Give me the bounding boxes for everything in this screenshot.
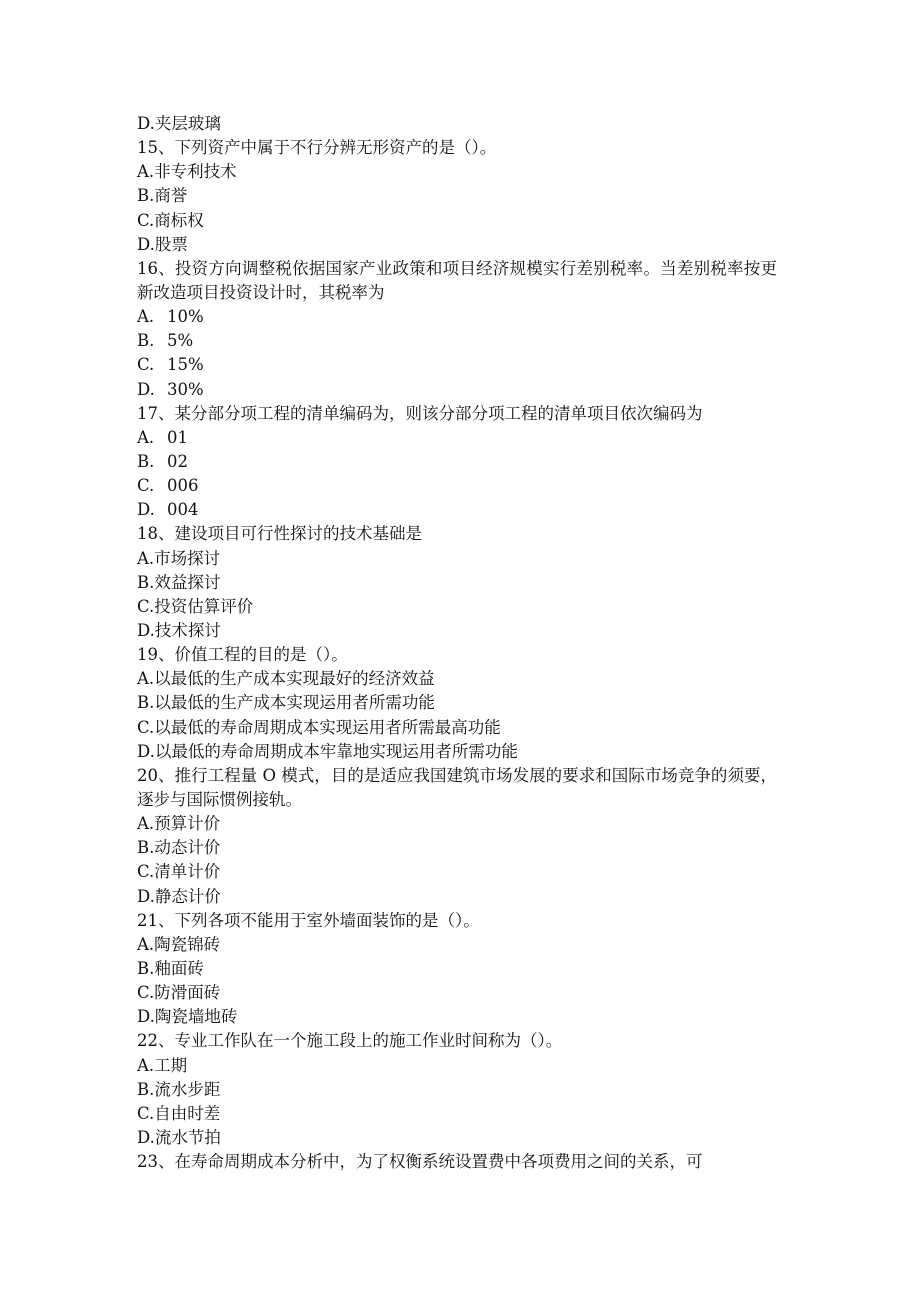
option-letter: D. (137, 500, 155, 520)
question-20: 20、推行工程量 O 模式，目的是适应我国建筑市场发展的要求和国际市场竞争的须要，逐步与国际惯例接轨。 (137, 765, 777, 809)
option-b: B.以最低的生产成本实现运用者所需功能 (137, 693, 435, 713)
question-15: 15、下列资产中属于不行分辨无形资产的是（）。 (137, 138, 497, 158)
option-b: B.流水步距 (137, 1079, 221, 1099)
option-d: D.技术探讨 (137, 620, 221, 640)
option-letter: B. (137, 452, 155, 471)
question-19: 19、价值工程的目的是（）。 (137, 645, 348, 665)
option-a: A.陶瓷锦砖 (137, 934, 221, 954)
option-a (137, 305, 777, 329)
option-d: D.股票 (137, 234, 188, 254)
option-d: D.陶瓷墙地砖 (137, 1007, 238, 1027)
option-value: 004 (167, 500, 199, 520)
option-d (137, 498, 777, 522)
option-c: C.清单计价 (137, 862, 221, 882)
option-a: A.市场探讨 (137, 548, 221, 568)
option-value: 30% (167, 379, 204, 399)
option-a: A.以最低的生产成本实现最好的经济效益 (137, 669, 435, 689)
option-c: C.投资估算评价 (137, 596, 254, 616)
option-c (137, 353, 777, 377)
option-d: D.以最低的寿命周期成本牢靠地实现运用者所需功能 (137, 741, 518, 761)
option-c (137, 474, 777, 498)
option-d (137, 378, 777, 402)
option-a (137, 426, 777, 450)
question-22: 22、专业工作队在一个施工段上的施工作业时间称为（）。 (137, 1031, 563, 1051)
option-letter: B. (137, 331, 155, 351)
option-letter: C. (137, 355, 155, 375)
option-value: 10% (167, 307, 204, 327)
option-a: A.预算计价 (137, 814, 221, 834)
option-b (137, 450, 777, 474)
option-b: B.动态计价 (137, 838, 221, 858)
option-value: 5% (167, 331, 194, 351)
option-a: A.非专利技术 (137, 162, 237, 182)
option-b: B.商誉 (137, 186, 188, 206)
option-c: C.商标权 (137, 210, 204, 230)
option-value: 02 (167, 452, 188, 471)
option-value: 15% (167, 355, 204, 375)
option-c: C.以最低的寿命周期成本实现运用者所需最高功能 (137, 717, 501, 737)
option-b: B.效益探讨 (137, 572, 221, 592)
option-b (137, 329, 777, 353)
option-a: A.工期 (137, 1055, 188, 1075)
option-c: C.防滑面砖 (137, 983, 221, 1003)
question-17: 17、某分部分项工程的清单编码为，则该分部分项工程的清单项目依次编码为 (137, 403, 703, 423)
document-page (137, 112, 777, 1174)
option-value: 01 (167, 427, 188, 447)
option-b: B.釉面砖 (137, 958, 204, 978)
question-23: 23、在寿命周期成本分析中，为了权衡系统设置费中各项费用之间的关系，可 (137, 1152, 703, 1172)
question-21: 21、下列各项不能用于室外墙面装饰的是（）。 (137, 910, 480, 930)
option-letter: A. (137, 307, 155, 327)
text-line: D.夹层玻璃 (137, 114, 221, 133)
option-c: C.自由时差 (137, 1103, 221, 1123)
question-18: 18、建设项目可行性探讨的技术基础是 (137, 524, 422, 544)
option-d: D.流水节拍 (137, 1127, 221, 1147)
option-letter: D. (137, 379, 155, 399)
option-d: D.静态计价 (137, 886, 221, 906)
option-letter: C. (137, 476, 155, 496)
option-letter: A. (137, 427, 155, 447)
question-16: 16、投资方向调整税依据国家产业政策和项目经济规模实行差别税率。当差别税率按更新改造项目投资设计时，其税率为 (137, 258, 777, 302)
option-value: 006 (167, 476, 199, 496)
